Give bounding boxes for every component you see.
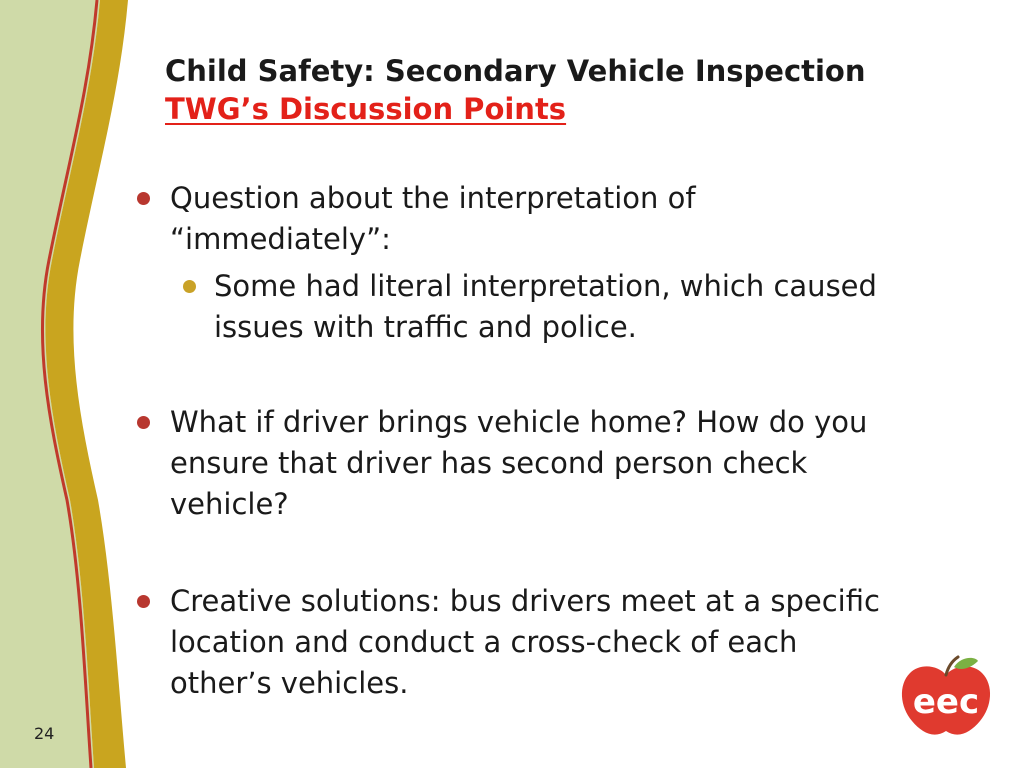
sub-bullet-text: Some had literal interpretation, which caused issues with traffic and police. bbox=[214, 269, 877, 344]
bullet-item bbox=[130, 581, 890, 704]
title-block bbox=[165, 52, 1015, 128]
bullet-text: What if driver brings vehicle home? How do you ensure that driver has second person check vehicle? bbox=[170, 405, 868, 521]
bullet-dot-icon bbox=[137, 595, 150, 608]
logo-text: eec bbox=[912, 682, 980, 722]
bullet-item bbox=[130, 178, 890, 260]
bullet-item bbox=[130, 402, 890, 525]
apple-logo-icon bbox=[898, 655, 994, 739]
bullet-text: Question about the interpretation of “immediately”: bbox=[170, 181, 696, 256]
bullet-text: Creative solutions: bus drivers meet at a specific location and conduct a cross-check of each other’s vehicles. bbox=[170, 584, 880, 700]
slide-subtitle: TWG’s Discussion Points bbox=[165, 92, 567, 126]
page-number: 24 bbox=[34, 724, 55, 743]
bullet-dot-icon bbox=[137, 192, 150, 205]
bullet-list bbox=[130, 178, 890, 704]
sub-bullet-item bbox=[176, 266, 890, 348]
side-decoration bbox=[0, 0, 140, 768]
bullet-dot-icon bbox=[137, 416, 150, 429]
slide-title: Child Safety: Secondary Vehicle Inspection bbox=[165, 54, 866, 88]
sub-bullet-dot-icon bbox=[183, 280, 196, 293]
